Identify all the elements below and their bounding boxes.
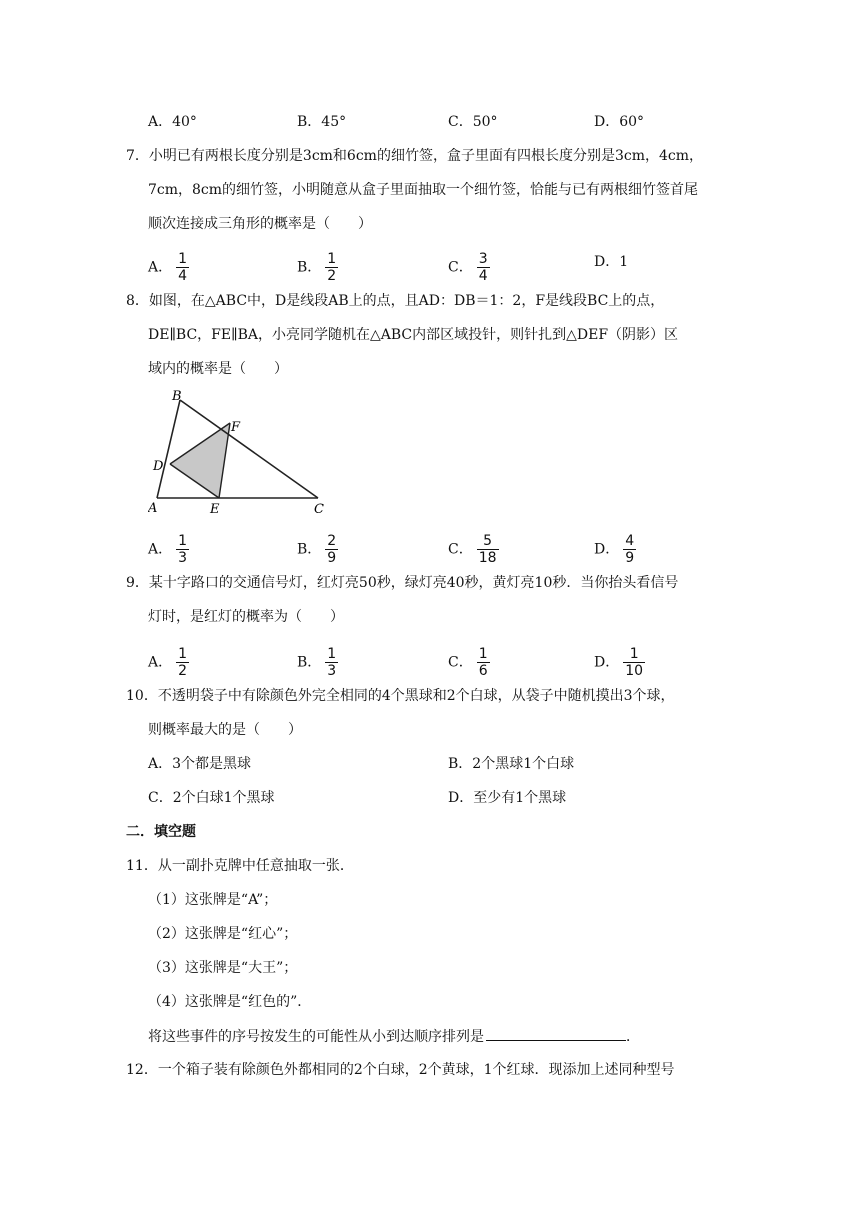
label-c: C <box>314 502 324 514</box>
fraction: $\frac{5}{18}$ <box>478 533 497 566</box>
q8-option-c: C． $\frac{5}{18}$ <box>448 533 497 566</box>
q10-stem-line-1: 10．不透明袋子中有除颜色外完全相同的4个黑球和2个白球，从袋子中随机摸出3个球， <box>126 688 675 704</box>
q10-option-c: C．2个白球1个黑球 <box>148 790 275 806</box>
q10-option-b: B．2个黑球1个白球 <box>448 756 575 772</box>
q11-stem: 11．从一副扑克牌中任意抽取一张． <box>126 858 354 874</box>
label-e: E <box>210 502 220 514</box>
q12-stem-line-1: 12．一个箱子装有除颜色外都相同的2个白球，2个黄球，1个红球．现添加上述同种型号 <box>126 1062 675 1078</box>
q9-stem-line-2: 灯时，是红灯的概率为（ ） <box>148 609 344 625</box>
q11-item-4: （4）这张牌是“红色的”． <box>148 994 312 1010</box>
fraction: $\frac{1}{3}$ <box>178 533 188 566</box>
answer-blank[interactable] <box>486 1026 626 1041</box>
q6-option-c: C．50° <box>448 114 498 130</box>
q6-option-a: A．40° <box>148 114 197 130</box>
q11-item-1: （1）这张牌是“A”； <box>148 892 278 908</box>
fraction: $\frac{1}{6}$ <box>478 646 488 679</box>
q7-stem-line-2: 7cm，8cm的细竹签，小明随意从盒子里面抽取一个细竹签，恰能与已有两根细竹签首尾 <box>148 182 699 198</box>
label-b: B <box>172 389 182 404</box>
fraction: $\frac{1}{10}$ <box>625 646 644 679</box>
q9-option-c: C． $\frac{1}{6}$ <box>448 646 488 679</box>
q7-stem-line-1: 7．小明已有两根长度分别是3cm和6cm的细竹签，盒子里面有四根长度分别是3cm，4cm， <box>126 148 703 164</box>
q7-option-d: D．1 <box>594 254 629 270</box>
q10-option-d: D．至少有1个黑球 <box>448 790 567 806</box>
section-heading: 二．填空题 <box>126 824 196 840</box>
q8-stem-line-1: 8．如图，在△ABC中，D是线段AB上的点，且AD：DB＝1：2，F是线段BC上的点， <box>126 293 665 309</box>
fraction: $\frac{1}{3}$ <box>327 646 337 679</box>
q10-option-a: A．3个都是黑球 <box>148 756 252 772</box>
side-ab <box>157 400 180 498</box>
q9-stem-line-1: 9．某十字路口的交通信号灯，红灯亮50秒，绿灯亮40秒，黄灯亮10秒．当你抬头看信号 <box>126 575 679 591</box>
fraction: $\frac{1}{4}$ <box>178 251 188 284</box>
q6-option-b: B．45° <box>297 114 347 130</box>
q9-option-d: D． $\frac{1}{10}$ <box>594 646 644 679</box>
q7-stem-line-3: 顺次连接成三角形的概率是（ ） <box>148 216 372 232</box>
fraction: $\frac{4}{9}$ <box>625 533 635 566</box>
q6-option-d: D．60° <box>594 114 645 130</box>
q8-option-b: B． $\frac{2}{9}$ <box>297 533 337 566</box>
q8-stem-line-3: 域内的概率是（ ） <box>148 361 288 377</box>
fraction: $\frac{1}{2}$ <box>327 251 337 284</box>
label-f: F <box>231 420 241 435</box>
q7-option-b: B． $\frac{1}{2}$ <box>297 251 337 284</box>
q11-item-2: （2）这张牌是“红心”； <box>148 926 298 942</box>
q10-stem-line-2: 则概率最大的是（ ） <box>148 722 302 738</box>
q11-question: 将这些事件的序号按发生的可能性从小到达顺序排列是 ． <box>148 1026 640 1047</box>
triangle-figure <box>148 386 328 514</box>
fraction: $\frac{3}{4}$ <box>478 251 488 284</box>
q11-item-3: （3）这张牌是“大王”； <box>148 960 298 976</box>
q8-option-a: A． $\frac{1}{3}$ <box>148 533 188 566</box>
label-d: D <box>153 459 164 474</box>
q9-option-b: B． $\frac{1}{3}$ <box>297 646 337 679</box>
q9-option-a: A． $\frac{1}{2}$ <box>148 646 188 679</box>
q8-stem-line-2: DE∥BC，FE∥BA，小亮同学随机在△ABC内部区域投针，则针扎到△DEF（阴影）区 <box>148 327 679 343</box>
fraction: $\frac{2}{9}$ <box>327 533 337 566</box>
q8-option-d: D． $\frac{4}{9}$ <box>594 533 635 566</box>
q7-option-a: A． $\frac{1}{4}$ <box>148 251 188 284</box>
q7-option-c: C． $\frac{3}{4}$ <box>448 251 488 284</box>
fraction: $\frac{1}{2}$ <box>178 646 188 679</box>
label-a: A <box>148 501 158 514</box>
